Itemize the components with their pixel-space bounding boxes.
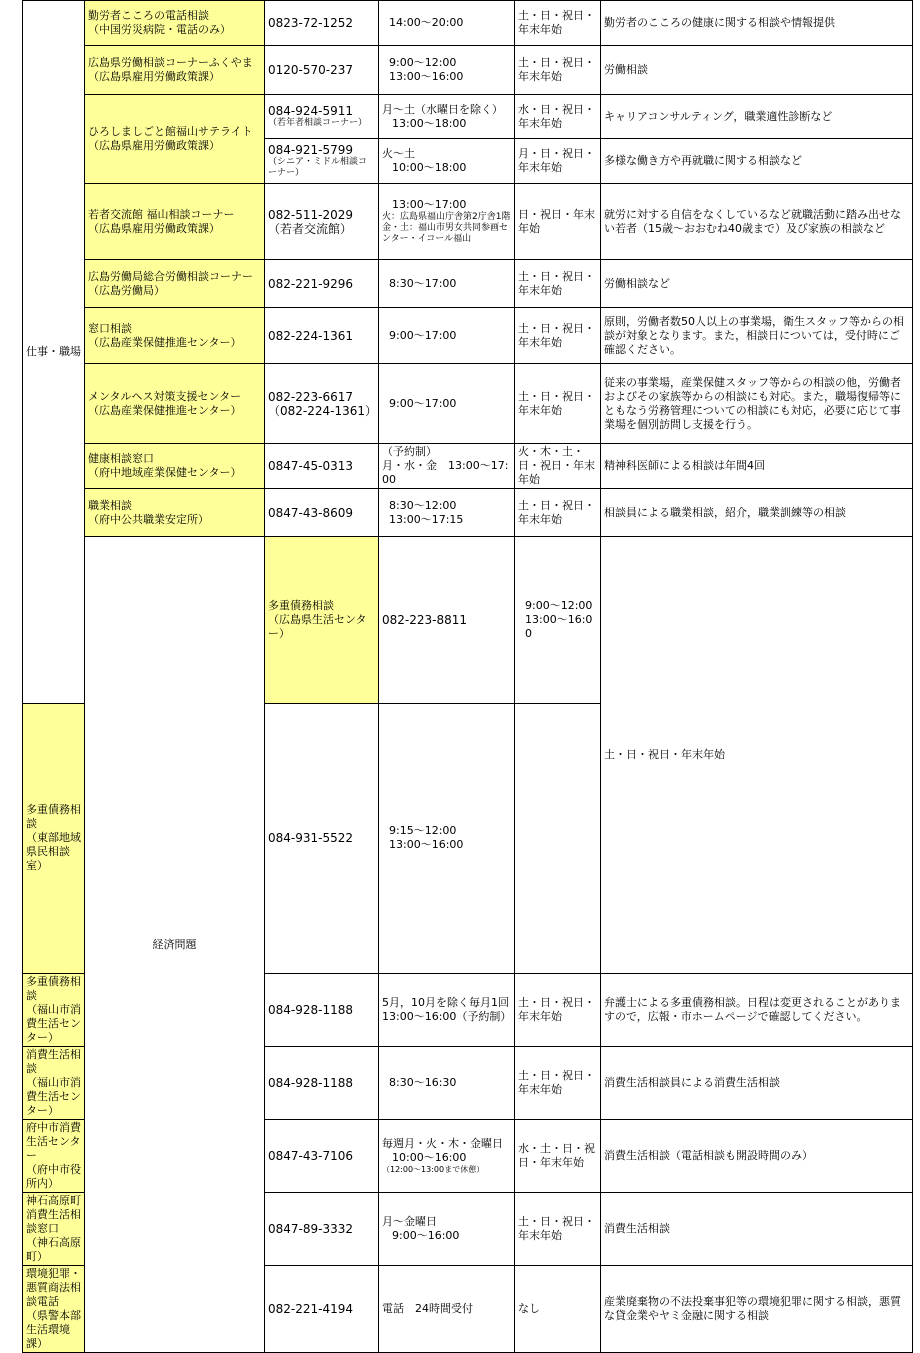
closed-days-cell: 土・日・祝日・年末年始 <box>601 537 913 974</box>
organization-cell: 神石高原町消費生活相談窓口 （神石高原町） <box>23 1193 85 1266</box>
consultation-table <box>22 0 913 1353</box>
hours-cell: 9:15～12:00 13:00～16:00 <box>379 703 515 973</box>
hours-cell: 9:00～12:00 13:00～16:00 <box>515 537 601 704</box>
phone-cell: 0847-43-7106 <box>265 1120 379 1193</box>
description-cell: 就労に対する自信をなくしているなど就職活動に踏み出せない若者（15歳～おおむね40歳まで）及び家族の相談など <box>601 184 913 260</box>
description-cell: 相談員による職業相談，紹介，職業訓練等の相談 <box>601 489 913 537</box>
description-cell: キャリアコンサルティング，職業適性診断など <box>601 95 913 139</box>
phone-cell: 084-931-5522 <box>265 703 379 973</box>
table-row <box>23 489 913 537</box>
organization-cell: 多重債務相談 （広島県生活センター） <box>265 537 379 704</box>
organization-cell: ひろしましごと館福山サテライト （広島県雇用労働政策課） <box>85 95 265 184</box>
hours-cell: 5月，10月を除く毎月1回 13:00～16:00（予約制） <box>379 974 515 1047</box>
hours-cell: 8:30～16:30 <box>379 1047 515 1120</box>
organization-cell: 広島労働局総合労働相談コーナー （広島労働局） <box>85 260 265 308</box>
table-row <box>23 364 913 444</box>
phone-cell: 082-223-8811 <box>379 537 515 704</box>
table-row <box>23 308 913 364</box>
closed-days-cell: 土・日・祝日・年末年始 <box>515 1 601 46</box>
organization-cell: 健康相談窓口 （府中地域産業保健センター） <box>85 444 265 489</box>
table-row <box>23 444 913 489</box>
phone-cell: 082-224-1361 <box>265 308 379 364</box>
phone-cell: 0847-89-3332 <box>265 1193 379 1266</box>
phone-cell: 082-221-4194 <box>265 1266 379 1353</box>
closed-days-cell: 火・木・土・日・祝日・年末年始 <box>515 444 601 489</box>
organization-cell: 勤労者こころの電話相談 （中国労災病院・電話のみ） <box>85 1 265 46</box>
hours-cell: 火～土 10:00～18:00 <box>379 139 515 184</box>
description-cell: 消費生活相談員による消費生活相談 <box>601 1047 913 1120</box>
hours-cell: 13:00～17:00 火：広島県福山庁舎第2庁舎1階 金・土：福山市男女共同参画センター・イコール福山 <box>379 184 515 260</box>
closed-days-cell: 土・日・祝日・年末年始 <box>515 260 601 308</box>
hours-cell: 8:30～12:00 13:00～17:15 <box>379 489 515 537</box>
closed-days-cell: 水・日・祝日・年末年始 <box>515 95 601 139</box>
organization-cell: 多重債務相談 （東部地域県民相談室） <box>23 703 85 973</box>
phone-cell: 0120-570-237 <box>265 46 379 95</box>
phone-cell: 082-511-2029 （若者交流館） <box>265 184 379 260</box>
description-cell: 労働相談など <box>601 260 913 308</box>
description-cell: 労働相談 <box>601 46 913 95</box>
phone-cell: 084-924-5911 （若年者相談コーナー） <box>265 95 379 139</box>
organization-cell: 窓口相談 （広島産業保健推進センター） <box>85 308 265 364</box>
hours-cell: 毎週月・火・木・金曜日 10:00～16:00 （12:00～13:00まで休憩） <box>379 1120 515 1193</box>
phone-cell: 084-928-1188 <box>265 1047 379 1120</box>
phone-cell: 082-221-9296 <box>265 260 379 308</box>
table-row <box>23 95 913 139</box>
closed-days-cell: 土・日・祝日・年末年始 <box>515 364 601 444</box>
phone-cell: 082-223-6617 （082-224-1361） <box>265 364 379 444</box>
description-cell: 弁護士による多重債務相談。日程は変更されることがありますので，広報・市ホームページで確認してください。 <box>601 974 913 1047</box>
hours-cell: 月～金曜日 9:00～16:00 <box>379 1193 515 1266</box>
phone-cell: 084-921-5799 （シニア・ミドル相談コーナー） <box>265 139 379 184</box>
organization-cell: 環境犯罪・悪質商法相談電話 （県警本部生活環境課） <box>23 1266 85 1353</box>
closed-days-cell: 土・日・祝日・年末年始 <box>515 46 601 95</box>
category-economy: 経済問題 <box>85 537 265 1353</box>
hours-cell: （予約制） 月・水・金 13:00～17:00 <box>379 444 515 489</box>
phone-cell: 0847-45-0313 <box>265 444 379 489</box>
hours-cell: 電話 24時間受付 <box>379 1266 515 1353</box>
phone-cell: 084-928-1188 <box>265 974 379 1047</box>
category-work: 仕事・職場 <box>23 1 85 704</box>
table-row <box>23 184 913 260</box>
organization-cell: 府中市消費生活センター （府中市役所内） <box>23 1120 85 1193</box>
description-cell: 精神科医師による相談は年間4回 <box>601 444 913 489</box>
closed-days-cell: 水・土・日・祝日・年末年始 <box>515 1120 601 1193</box>
hours-cell: 14:00～20:00 <box>379 1 515 46</box>
organization-cell: 若者交流館 福山相談コーナー （広島県雇用労働政策課） <box>85 184 265 260</box>
description-cell: 消費生活相談 <box>601 1193 913 1266</box>
table-row <box>23 46 913 95</box>
table-row <box>23 537 913 704</box>
hours-cell: 9:00～12:00 13:00～16:00 <box>379 46 515 95</box>
organization-cell: 広島県労働相談コーナーふくやま （広島県雇用労働政策課） <box>85 46 265 95</box>
hours-cell: 9:00～17:00 <box>379 308 515 364</box>
closed-days-cell: 土・日・祝日・年末年始 <box>515 489 601 537</box>
closed-days-cell: 土・日・祝日・年末年始 <box>515 1047 601 1120</box>
closed-days-cell: 土・日・祝日・年末年始 <box>515 308 601 364</box>
organization-cell: 多重債務相談 （福山市消費生活センター） <box>23 974 85 1047</box>
description-cell: 多様な働き方や再就職に関する相談など <box>601 139 913 184</box>
description-cell: 従来の事業場，産業保健スタッフ等からの相談の他，労働者およびその家族等からの相談にも対応。また，職場復帰等にともなう労務管理についての相談にも対応，必要に応じて事業場を個別訪問し支援を行う。 <box>601 364 913 444</box>
hours-cell: 9:00～17:00 <box>379 364 515 444</box>
closed-days-cell: 月・日・祝日・年末年始 <box>515 139 601 184</box>
description-cell: 消費生活相談（電話相談も開設時間のみ） <box>601 1120 913 1193</box>
description-cell: 原則，労働者数50人以上の事業場，衛生スタッフ等からの相談が対象となります。また，相談日については，受付時にご確認ください。 <box>601 308 913 364</box>
organization-cell: 職業相談 （府中公共職業安定所） <box>85 489 265 537</box>
closed-days-cell: 土・日・祝日・年末年始 <box>515 1193 601 1266</box>
closed-days-cell: 土・日・祝日・年末年始 <box>515 974 601 1047</box>
table-row <box>23 1 913 46</box>
hours-cell: 月～土（水曜日を除く） 13:00～18:00 <box>379 95 515 139</box>
phone-cell: 0823-72-1252 <box>265 1 379 46</box>
phone-cell: 0847-43-8609 <box>265 489 379 537</box>
closed-days-cell: 日・祝日・年末年始 <box>515 184 601 260</box>
table-row <box>23 260 913 308</box>
organization-cell: メンタルヘス対策支援センター （広島産業保健推進センター） <box>85 364 265 444</box>
description-cell: 勤労者のこころの健康に関する相談や情報提供 <box>601 1 913 46</box>
closed-days-cell: なし <box>515 1266 601 1353</box>
organization-cell: 消費生活相談 （福山市消費生活センター） <box>23 1047 85 1120</box>
description-cell: 産業廃棄物の不法投棄事犯等の環境犯罪に関する相談，悪質な貸金業やヤミ金融に関する相談 <box>601 1266 913 1353</box>
hours-cell: 8:30～17:00 <box>379 260 515 308</box>
